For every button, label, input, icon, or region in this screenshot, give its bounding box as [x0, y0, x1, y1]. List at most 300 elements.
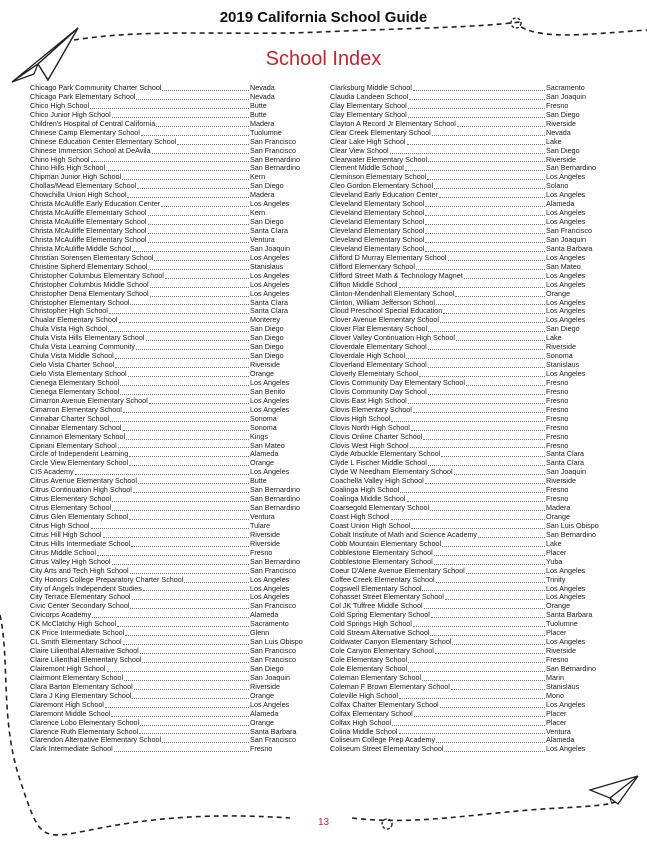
school-name: Clifford Street Math & Technology Magnet	[330, 270, 463, 280]
dot-leader	[425, 218, 545, 225]
school-name: Col JK Tuffree Middle School	[330, 601, 423, 611]
county-name: San Bernardino	[546, 663, 596, 673]
dot-leader	[150, 281, 249, 288]
school-name: Coleman Elementary School	[330, 672, 422, 682]
school-name: Clearwater Elementary School	[330, 154, 428, 164]
dot-leader	[184, 576, 249, 583]
county-name: Los Angeles	[250, 395, 290, 405]
county-name: Fresno	[250, 744, 273, 754]
county-name: Nevada	[250, 83, 275, 92]
dot-leader	[148, 227, 249, 234]
school-name: Cienega Elementary School	[30, 377, 120, 387]
county-name: Los Angeles	[546, 315, 586, 325]
school-name: CK Price Intermediate School	[30, 628, 125, 638]
dot-leader	[112, 504, 249, 511]
school-name: Christa McAuliffe Elementary School	[30, 226, 147, 235]
school-name: Cold Springs High School	[330, 619, 412, 629]
school-name: Cinnamon Elementary School	[30, 431, 126, 441]
dot-leader	[454, 468, 545, 475]
dot-leader	[129, 513, 249, 520]
county-name: San Francisco	[250, 646, 296, 656]
county-name: San Joaquin	[546, 234, 586, 244]
dot-leader	[411, 522, 545, 529]
dot-leader	[128, 370, 249, 377]
county-name: Los Angeles	[546, 217, 586, 227]
dot-leader	[91, 156, 249, 163]
county-name: Los Angeles	[546, 208, 586, 218]
school-name: Cleveland Elementary School	[330, 199, 425, 209]
school-name: City Honors College Preparatory Charter School	[30, 574, 184, 584]
dot-leader	[411, 424, 545, 431]
county-name: San Joaquin	[250, 243, 290, 253]
county-name: Trinity	[546, 574, 566, 584]
dot-leader	[422, 585, 545, 592]
dot-leader	[119, 316, 250, 323]
dot-leader	[452, 638, 545, 645]
county-name: Los Angeles	[250, 199, 290, 209]
dot-leader	[406, 352, 545, 359]
school-name: Citrus High School	[30, 520, 90, 530]
county-name: Lake	[546, 136, 562, 146]
dot-leader	[115, 361, 249, 368]
county-name: San Francisco	[250, 655, 296, 664]
school-name: Chico Junior High School	[30, 109, 111, 119]
school-name: Christine Sipherd Elementary School	[30, 261, 148, 271]
county-name: Riverside	[546, 154, 576, 164]
county-name: Santa Clara	[546, 449, 584, 459]
county-name: San Diego	[546, 109, 580, 119]
dot-leader	[456, 334, 545, 341]
dot-leader	[177, 138, 249, 145]
school-name: Clover Avenue Elementary School	[330, 315, 439, 325]
county-name: Fresno	[546, 440, 569, 450]
school-name: Christa McAuliffe Elementary School	[30, 208, 147, 218]
dot-leader	[427, 173, 545, 180]
school-name: Cienega Elementary School	[30, 386, 120, 396]
school-name: Chipman Junior High School	[30, 172, 122, 182]
county-name: Riverside	[250, 681, 280, 691]
dot-leader	[143, 585, 249, 592]
county-name: San Benito	[250, 386, 286, 396]
school-name: Clayton A Record Jr Elementary School	[330, 118, 456, 128]
county-name: Los Angeles	[546, 369, 586, 378]
school-name: Chualar Elementary School	[30, 315, 118, 325]
school-name: Claremont Middle School	[30, 708, 111, 718]
school-name: Cole Canyon Elementary School	[330, 646, 434, 656]
dot-leader	[120, 388, 249, 395]
dot-leader	[149, 397, 249, 404]
school-name: Clairemont High School	[30, 663, 106, 673]
school-name: Chinese Immersion School at DeAvila	[30, 145, 151, 155]
dot-leader	[123, 424, 250, 431]
county-name: Los Angeles	[250, 279, 290, 289]
county-name: San Francisco	[546, 226, 592, 235]
county-name: Alameda	[546, 735, 575, 745]
dot-leader	[148, 209, 249, 216]
county-name: Fresno	[546, 100, 569, 110]
dot-leader	[408, 102, 545, 109]
dot-leader	[466, 567, 545, 574]
school-name: Colfax Elementary School	[330, 708, 413, 718]
county-name: Santa Barbara	[546, 610, 593, 620]
dot-leader	[126, 433, 249, 440]
dot-leader	[92, 611, 249, 618]
school-name: Clovis High School	[330, 413, 391, 423]
dot-leader	[408, 665, 545, 672]
dot-leader	[390, 147, 545, 154]
school-name: Clover Flat Elementary School	[330, 324, 428, 334]
dot-leader	[132, 692, 249, 699]
school-name: Cleveland Elementary School	[330, 226, 425, 235]
school-name: Claremont High School	[30, 699, 104, 709]
dot-leader	[434, 558, 545, 565]
county-name: Los Angeles	[546, 637, 586, 647]
county-name: Stanislaus	[250, 261, 284, 271]
dot-leader	[114, 745, 249, 752]
school-name: CL Smith Elementary School	[30, 637, 122, 647]
county-name: Tuolumne	[546, 619, 578, 629]
county-name: Madera	[250, 118, 275, 128]
school-name: Clear Creek Elementary School	[330, 127, 431, 137]
county-name: Fresno	[546, 431, 569, 441]
county-name: San Diego	[250, 333, 284, 343]
dot-leader	[103, 531, 250, 538]
school-name: Clay Elementary School	[330, 109, 407, 119]
dot-leader	[148, 263, 249, 270]
school-name: Coliseum College Prep Academy	[330, 735, 436, 745]
county-name: San Bernardino	[250, 485, 300, 495]
county-name: Kern	[250, 172, 266, 182]
county-name: Santa Barbara	[250, 726, 297, 736]
dot-leader	[464, 272, 545, 279]
school-index-entry	[330, 745, 590, 754]
county-name: Santa Barbara	[546, 243, 593, 253]
county-name: Los Angeles	[546, 172, 586, 182]
school-name: Chula Vista High School	[30, 324, 108, 334]
school-name: Chowchilla Union High School	[30, 190, 127, 200]
dot-leader	[120, 379, 249, 386]
school-name: Clovis North High School	[330, 422, 410, 432]
school-name: Coeur D'Alene Avenue Elementary School	[330, 565, 465, 575]
county-name: Placer	[546, 628, 567, 638]
school-index-column-right	[330, 83, 599, 754]
dot-leader	[440, 701, 545, 708]
dot-leader	[108, 325, 249, 332]
school-name: CK McClatchy High School	[30, 619, 117, 629]
dot-leader	[405, 164, 545, 171]
school-name: Coldwater Canyon Elementary School	[330, 637, 452, 647]
county-name: Glenn	[250, 628, 270, 638]
school-name: Clovis East High School	[330, 395, 407, 405]
county-name: San Diego	[546, 324, 580, 334]
county-name: Placer	[546, 547, 567, 557]
school-name: Clarendon Alternative Elementary School	[30, 735, 162, 745]
school-name: Christopher Columbus Elementary School	[30, 270, 164, 280]
county-name: Los Angeles	[546, 583, 586, 593]
dot-leader	[391, 415, 545, 422]
county-name: Sonoma	[546, 351, 573, 361]
county-name: Mono	[546, 690, 564, 700]
county-name: Butte	[250, 476, 267, 486]
county-name: Lake	[546, 538, 562, 548]
county-name: San Bernardino	[250, 556, 300, 566]
school-name: Citrus Elementary School	[30, 503, 112, 513]
dot-leader	[75, 468, 249, 475]
dot-leader	[138, 477, 249, 484]
county-name: Los Angeles	[546, 190, 586, 200]
county-name: Alameda	[250, 449, 279, 459]
county-name: Kings	[250, 431, 268, 441]
county-name: Orange	[546, 601, 570, 611]
county-name: Riverside	[250, 529, 280, 539]
school-name: Coffee Creek Elementary School	[330, 574, 435, 584]
county-name: Orange	[250, 717, 274, 727]
dot-leader	[423, 433, 545, 440]
school-name: Chicago Park Elementary School	[30, 91, 136, 101]
dot-leader	[127, 191, 249, 198]
county-name: Fresno	[546, 395, 569, 405]
dot-leader	[413, 406, 545, 413]
dot-leader	[162, 736, 249, 743]
school-name: City of Angels Independent Studies	[30, 583, 142, 593]
school-name: Colfax Charter Elementary School	[330, 699, 439, 709]
county-name: Placer	[546, 717, 567, 727]
dot-leader	[400, 486, 545, 493]
county-name: Stanislaus	[546, 681, 580, 691]
county-name: Los Angeles	[250, 270, 290, 280]
dot-leader	[436, 299, 545, 306]
county-name: Fresno	[546, 413, 569, 423]
county-name: San Diego	[250, 324, 284, 334]
dot-leader	[410, 442, 545, 449]
county-name: San Bernardino	[250, 503, 300, 513]
dot-leader	[444, 745, 545, 752]
dot-leader	[439, 191, 545, 198]
school-name: Clarksburg Middle School	[330, 83, 412, 92]
school-name: Citrus Hill High School	[30, 529, 102, 539]
county-name: Solano	[546, 181, 569, 191]
dot-leader	[130, 602, 249, 609]
county-name: Riverside	[250, 538, 280, 548]
school-name: Clinton-Mendenhall Elementary School	[330, 288, 455, 298]
county-name: San Joaquin	[250, 672, 290, 682]
school-name: Cipriani Elementary School	[30, 440, 117, 450]
school-name: Citrus Valley High School	[30, 556, 111, 566]
dot-leader	[130, 299, 249, 306]
school-name: Coleville High School	[330, 690, 398, 700]
county-name: Placer	[546, 708, 567, 718]
school-name: Claire Lilienthal Elementary School	[30, 655, 142, 664]
school-name: Clovis Elementary School	[330, 404, 412, 414]
dot-leader	[123, 638, 249, 645]
school-name: Clarence Ruth Elementary School	[30, 726, 139, 736]
dot-leader	[414, 710, 545, 717]
county-name: Yuba	[546, 556, 563, 566]
county-name: San Francisco	[250, 145, 296, 155]
paper-plane-icon	[588, 772, 640, 806]
dot-leader	[148, 218, 249, 225]
school-name: Chino High School	[30, 154, 90, 164]
dot-leader	[416, 263, 545, 270]
dot-leader	[399, 728, 545, 735]
page-header-title: 2019 California School Guide	[219, 9, 428, 26]
school-name: Citrus Elementary School	[30, 494, 112, 504]
dot-leader	[134, 683, 249, 690]
dot-leader	[425, 209, 545, 216]
county-name: Fresno	[546, 422, 569, 432]
school-index-column-left	[30, 83, 303, 754]
school-name: Christian Sorensen Elementary School	[30, 252, 154, 262]
dot-leader	[408, 111, 545, 118]
county-name: Los Angeles	[250, 377, 290, 387]
county-name: San Luis Obispo	[250, 637, 303, 647]
county-name: Monterey	[250, 315, 280, 325]
school-name: Chollas/Mead Elementary School	[30, 181, 137, 191]
dot-leader	[97, 549, 249, 556]
county-name: Orange	[250, 690, 274, 700]
school-name: Clovis West High School	[330, 440, 409, 450]
dot-leader	[408, 397, 545, 404]
county-name: San Diego	[250, 181, 284, 191]
school-name: Cold Spring Elementary School	[330, 610, 430, 620]
school-name: Coalinga High School	[330, 485, 400, 495]
dot-leader	[441, 450, 545, 457]
dot-leader	[466, 379, 545, 386]
county-name: San Diego	[250, 217, 284, 227]
county-name: Marin	[546, 672, 564, 682]
dot-leader	[129, 450, 249, 457]
dot-leader	[136, 93, 249, 100]
school-name: Citrus Middle School	[30, 547, 96, 557]
county-name: Nevada	[546, 127, 571, 137]
county-name: Alameda	[250, 610, 279, 620]
county-name: Los Angeles	[546, 270, 586, 280]
school-name: CIS Academy	[30, 467, 74, 477]
school-name: Clifton Middle School	[330, 279, 398, 289]
school-name: Christa McAuliffe Middle School	[30, 243, 132, 253]
school-name: Chula Vista Learning Community	[30, 342, 135, 352]
dot-leader	[109, 307, 249, 314]
dot-leader	[448, 254, 545, 261]
dot-leader	[137, 182, 249, 189]
dot-leader	[150, 290, 249, 297]
dot-leader	[123, 406, 249, 413]
dot-leader	[111, 710, 249, 717]
dot-leader	[428, 388, 545, 395]
dot-leader	[425, 200, 545, 207]
dot-leader	[422, 674, 545, 681]
county-name: Alameda	[250, 708, 279, 718]
school-name: Christopher Dena Elementary School	[30, 288, 149, 298]
dot-leader	[140, 719, 249, 726]
school-name: Cole Elementary School	[330, 655, 408, 664]
county-name: Riverside	[546, 118, 576, 128]
school-name: Clement Middle School	[330, 163, 404, 173]
county-name: Butte	[250, 100, 267, 110]
county-name: Los Angeles	[546, 744, 586, 754]
county-name: Los Angeles	[546, 279, 586, 289]
county-name: Los Angeles	[546, 699, 586, 709]
school-name: Cleo Gordon Elementary School	[330, 181, 434, 191]
school-name: Cloverdale High School	[330, 351, 406, 361]
school-name: Coalinga Middle School	[330, 494, 406, 504]
dot-leader	[435, 647, 545, 654]
school-name: Clovis Community Day Elementary School	[330, 377, 466, 387]
school-name: Cole Elementary School	[330, 663, 408, 673]
dot-leader	[428, 343, 545, 350]
school-name: Chinese Camp Elementary School	[30, 127, 140, 137]
school-name: Clay Elementary School	[330, 100, 407, 110]
dot-leader	[146, 334, 249, 341]
dot-leader	[425, 477, 545, 484]
dot-leader	[424, 602, 545, 609]
county-name: San Francisco	[250, 136, 296, 146]
county-name: Los Angeles	[546, 592, 586, 602]
school-name: Clarence Lobo Elementary School	[30, 717, 140, 727]
dot-leader	[91, 522, 249, 529]
page-number: 13	[317, 817, 330, 828]
county-name: San Bernardino	[546, 163, 596, 173]
school-name: Cogswell Elementary School	[330, 583, 422, 593]
county-name: San Diego	[250, 342, 284, 352]
dot-leader	[425, 227, 545, 234]
school-name: Clyde Arbuckle Elementary School	[330, 449, 441, 459]
dot-leader	[407, 495, 545, 502]
school-name: Cobblestone Elementary School	[330, 556, 433, 566]
dot-leader	[391, 513, 545, 520]
dot-leader	[430, 504, 545, 511]
dot-leader	[125, 629, 249, 636]
county-name: Los Angeles	[546, 306, 586, 316]
school-name: Christa McAuliffe Early Education Center	[30, 199, 161, 209]
county-name: Sacramento	[250, 619, 289, 629]
county-name: Los Angeles	[250, 467, 290, 477]
school-name: Clyde W Needham Elementary School	[330, 467, 453, 477]
school-name: Citrus Glen Elementary School	[30, 512, 129, 521]
dot-leader	[440, 316, 545, 323]
school-name: Cleveland Elementary School	[330, 208, 425, 218]
school-name: Cloud Preschool Special Education	[330, 306, 443, 316]
school-name: Claire Lilienthal Alternative School	[30, 646, 139, 656]
county-name: Santa Clara	[250, 297, 288, 307]
dot-leader	[162, 84, 249, 91]
dot-leader	[443, 307, 545, 314]
dot-leader	[124, 674, 249, 681]
county-name: San Luis Obispo	[546, 520, 599, 530]
dot-leader	[413, 84, 545, 91]
school-name: City Arts and Tech High School	[30, 565, 129, 575]
school-name: Coast Union High School	[330, 520, 411, 530]
dot-leader	[142, 656, 249, 663]
school-name: Clifford Elementary School	[330, 261, 415, 271]
school-name: Clovis Online Charter School	[330, 431, 423, 441]
dot-leader	[129, 459, 249, 466]
dot-leader	[132, 593, 249, 600]
school-name: Chula Vista Hills Elementary School	[30, 333, 145, 343]
county-name: San Bernardino	[546, 529, 596, 539]
school-name: Clyde L Fischer Middle School	[330, 458, 427, 468]
county-name: San Mateo	[546, 261, 581, 271]
dot-leader	[115, 352, 249, 359]
school-name: Coachella Valley High School	[330, 476, 424, 486]
county-name: Tulare	[250, 520, 271, 530]
school-name: Christopher High School	[30, 306, 108, 316]
county-name: Lake	[546, 333, 562, 343]
school-name: Claudia Landeen School	[330, 91, 409, 101]
county-name: Los Angeles	[546, 252, 586, 262]
school-name: Cielo Vista Elementary School	[30, 369, 127, 378]
county-name: San Diego	[546, 145, 580, 155]
